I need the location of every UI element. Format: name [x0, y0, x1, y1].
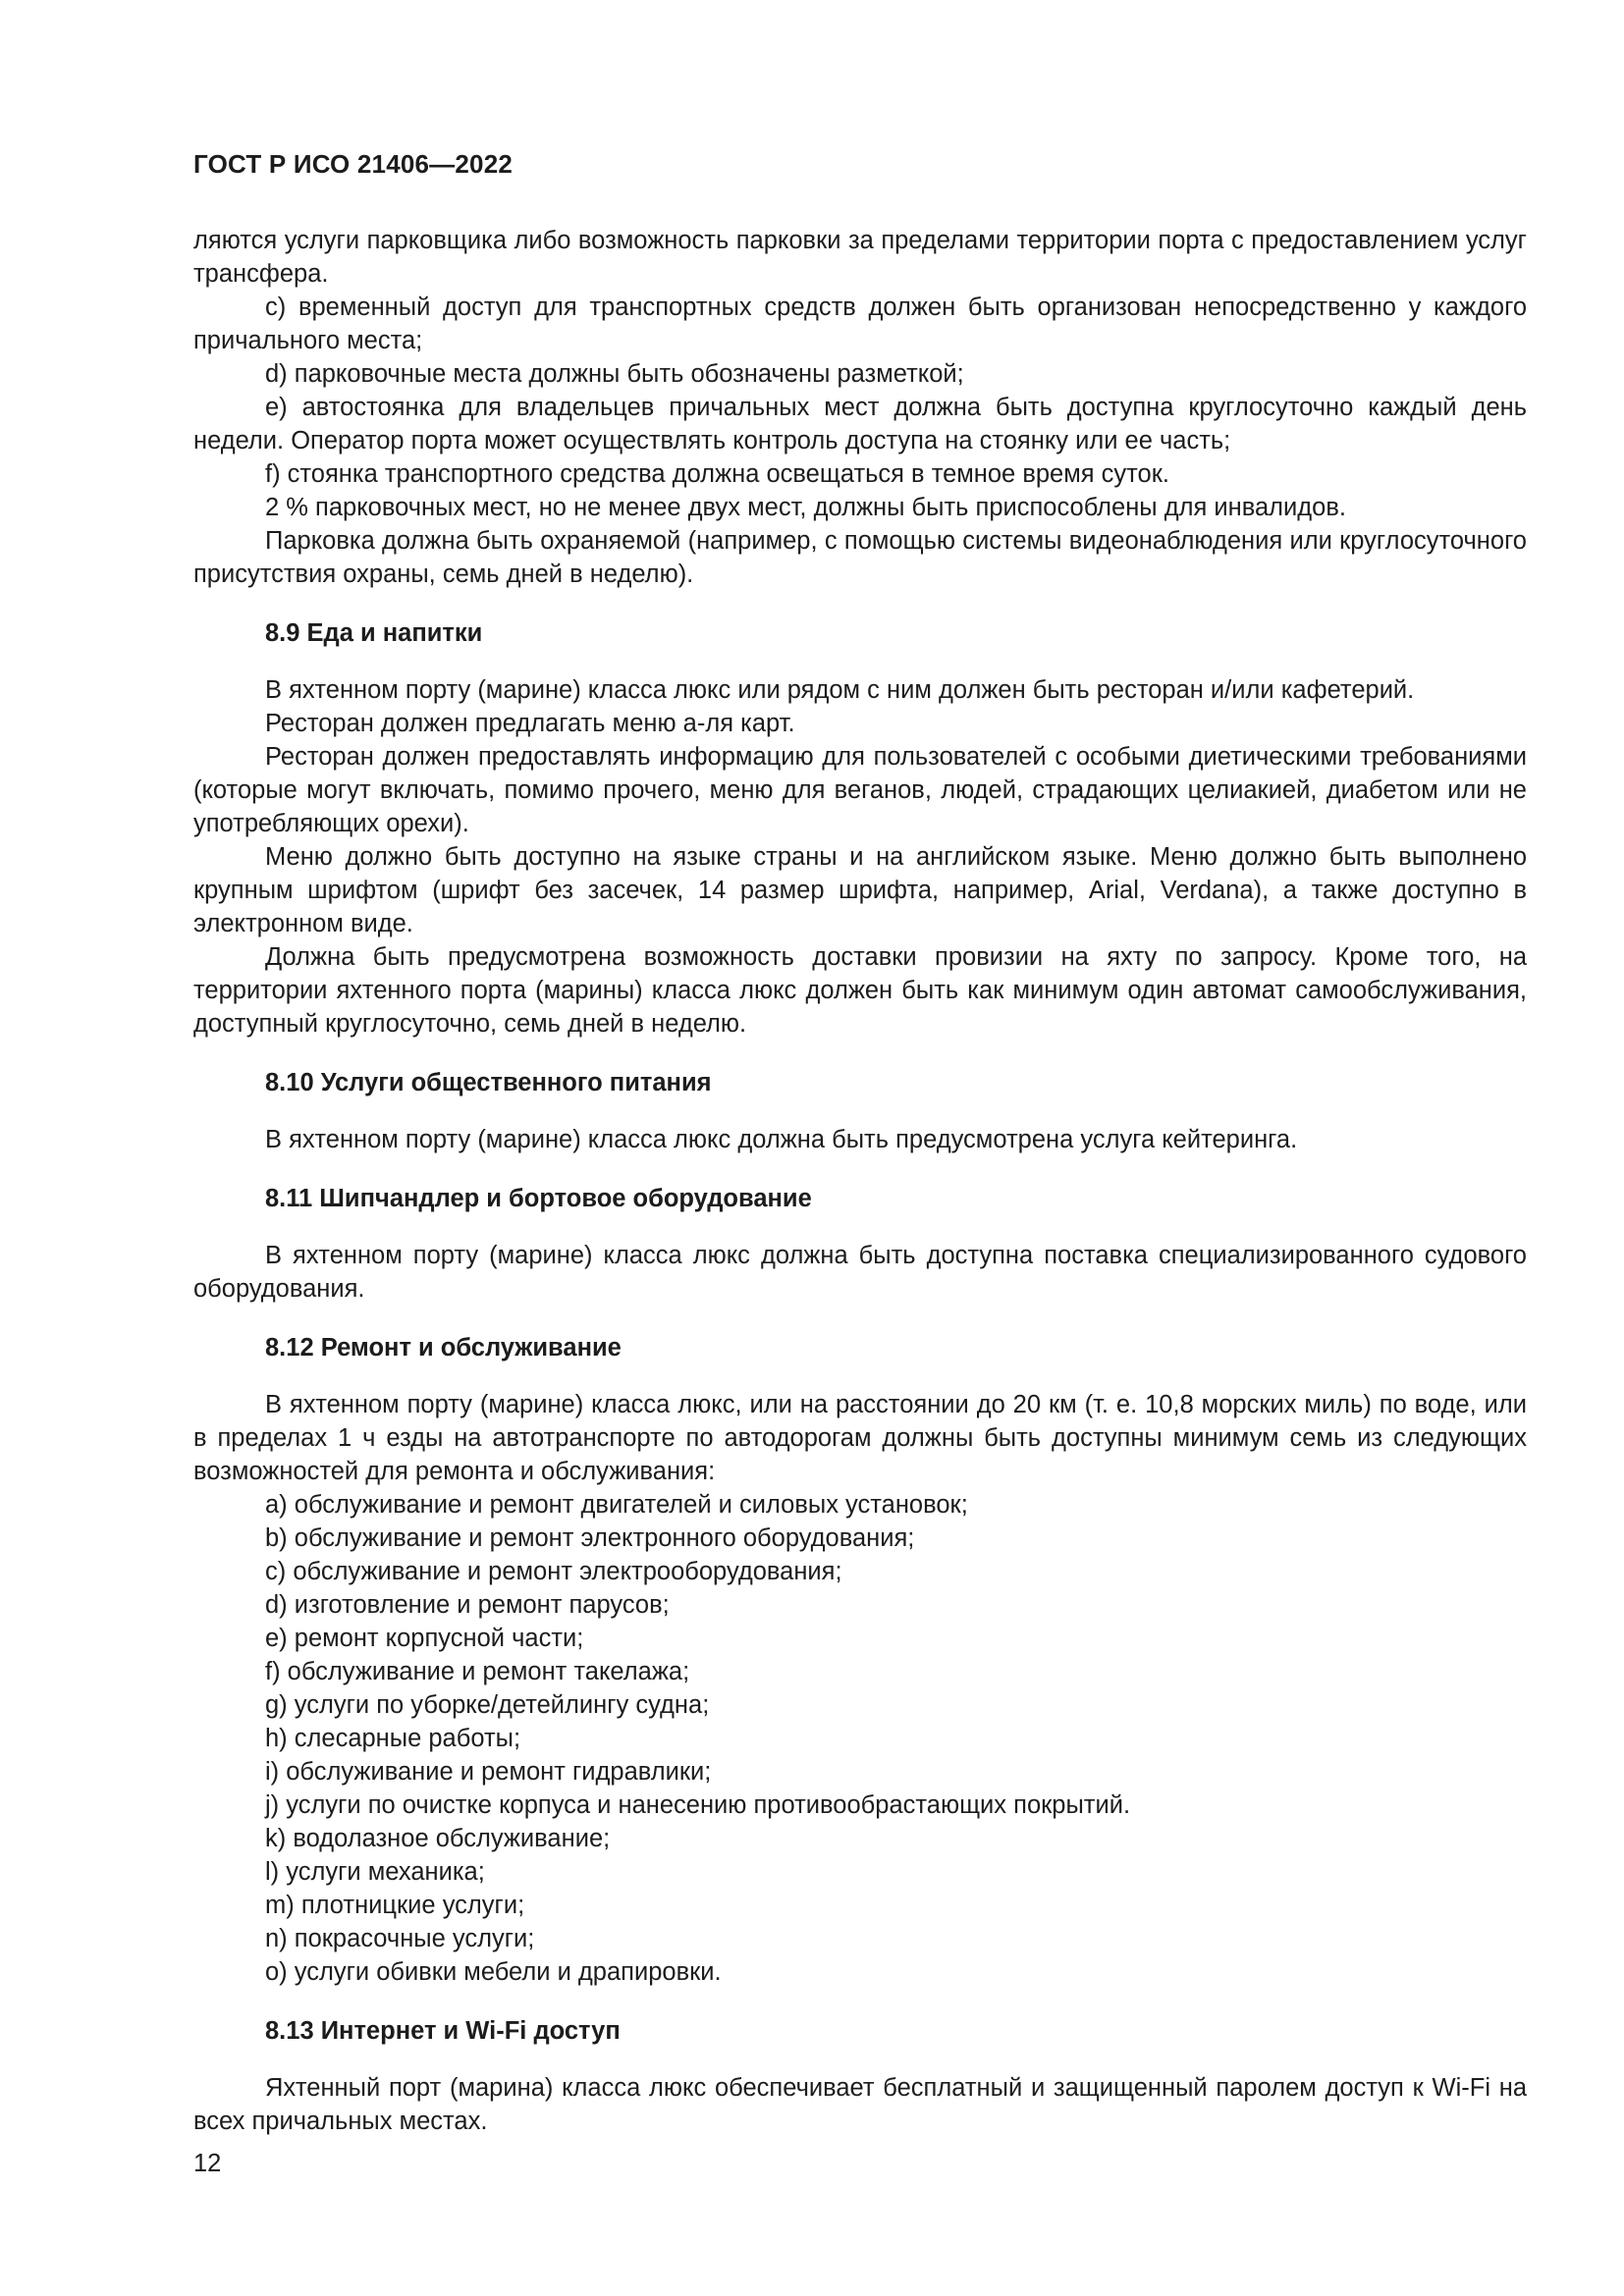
paragraph: ляются услуги парковщика либо возможность парковки за пределами территории порта с предоставлением услуг трансфера. [193, 227, 1527, 288]
list-item: d) изготовление и ремонт парусов; [265, 1591, 670, 1619]
list-item: o) услуги обивки мебели и драпировки. [265, 1958, 722, 1986]
paragraph: Ресторан должен предоставлять информацию для пользователей с особыми диетическими требованиями (которые могут включать, помимо прочего, меню для веганов, людей, страдающих целиакией, диабетом или не употребляющих орехи). [193, 743, 1527, 837]
list-item: l) услуги механика; [265, 1858, 485, 1886]
paragraph: Меню должно быть доступно на языке страны и на английском языке. Меню должно быть выполнено крупным шрифтом (шрифт без засечек, 14 размер шрифта, например, Arial, Verdana), а также доступно в электронном виде. [193, 843, 1527, 937]
repair-list [193, 1488, 1527, 1989]
list-item: n) покрасочные услуги; [265, 1925, 535, 1952]
section-heading-8-11: 8.11 Шипчандлер и бортовое оборудование [265, 1185, 812, 1212]
list-item: h) слесарные работы; [265, 1725, 521, 1752]
list-item-d: d) парковочные места должны быть обозначены разметкой; [265, 360, 964, 388]
list-item: m) плотницкие услуги; [265, 1892, 525, 1919]
list-item: a) обслуживание и ремонт двигателей и силовых установок; [265, 1491, 968, 1519]
list-item: e) ремонт корпусной части; [265, 1625, 584, 1652]
paragraph: Ресторан должен предлагать меню а-ля карт. [265, 710, 795, 737]
paragraph: Парковка должна быть охраняемой (например, с помощью системы видеонаблюдения или круглосуточного присутствия охраны, семь дней в неделю). [193, 527, 1527, 588]
list-item: c) обслуживание и ремонт электрооборудования; [265, 1558, 842, 1585]
list-item: k) водолазное обслуживание; [265, 1825, 611, 1852]
list-item: j) услуги по очистке корпуса и нанесению противообрастающих покрытий. [265, 1791, 1131, 1819]
paragraph: В яхтенном порту (марине) класса люкс или рядом с ним должен быть ресторан и/или кафетерий. [265, 676, 1415, 704]
paragraph: Должна быть предусмотрена возможность доставки провизии на яхту по запросу. Кроме того, на территории яхтенного порта (марины) класса люкс должен быть как минимум один автомат самообслуживания, доступный круглосуточно, семь дней в неделю. [193, 943, 1527, 1038]
paragraph: В яхтенном порту (марине) класса люкс, или на расстоянии до 20 км (т. е. 10,8 морских миль) по воде, или в пределах 1 ч езды на автотранспорте по автодорогам должны быть доступны минимум семь из следующих возможностей для ремонта и обслуживания: [193, 1391, 1527, 1485]
list-item: i) обслуживание и ремонт гидравлики; [265, 1758, 712, 1786]
document-body [193, 224, 1527, 2138]
list-item-c: c) временный доступ для транспортных средств должен быть организован непосредственно у каждого причального места; [193, 294, 1527, 354]
paragraph: 2 % парковочных мест, но не менее двух мест, должны быть приспособлены для инвалидов. [265, 494, 1346, 521]
page-number: 12 [193, 2150, 222, 2177]
list-item: f) обслуживание и ремонт такелажа; [265, 1658, 690, 1685]
paragraph: В яхтенном порту (марине) класса люкс должна быть предусмотрена услуга кейтеринга. [265, 1126, 1298, 1153]
paragraph: В яхтенном порту (марине) класса люкс должна быть доступна поставка специализированного судового оборудования. [193, 1242, 1527, 1303]
section-heading-8-10: 8.10 Услуги общественного питания [265, 1069, 712, 1096]
list-item: b) обслуживание и ремонт электронного оборудования; [265, 1524, 915, 1552]
paragraph: Яхтенный порт (марина) класса люкс обеспечивает бесплатный и защищенный паролем доступ к Wi-Fi на всех причальных местах. [193, 2074, 1527, 2135]
section-heading-8-12: 8.12 Ремонт и обслуживание [265, 1334, 622, 1362]
list-item: g) услуги по уборке/детейлингу судна; [265, 1691, 710, 1719]
list-item-e: e) автостоянка для владельцев причальных мест должна быть доступна круглосуточно каждый день недели. Оператор порта может осуществлять контроль доступа на стоянку или ее часть; [193, 394, 1527, 454]
section-heading-8-13: 8.13 Интернет и Wi-Fi доступ [265, 2017, 621, 2045]
section-heading-8-9: 8.9 Еда и напитки [265, 619, 483, 647]
list-item-f: f) стоянка транспортного средства должна освещаться в темное время суток. [265, 460, 1169, 488]
document-header: ГОСТ Р ИСО 21406—2022 [193, 149, 514, 179]
